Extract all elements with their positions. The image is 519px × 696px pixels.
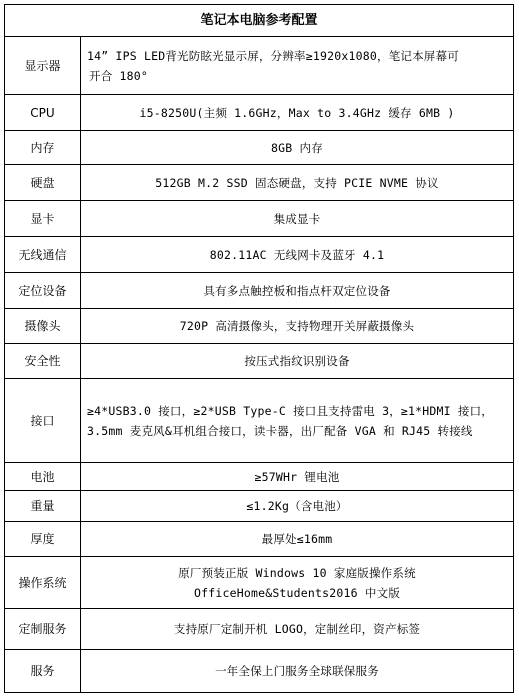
spec-row-disk <box>5 165 514 201</box>
spec-label: 接口 <box>5 379 81 463</box>
table-title: 笔记本电脑参考配置 <box>5 5 514 37</box>
spec-row-os <box>5 557 514 609</box>
spec-row-display <box>5 37 514 95</box>
spec-value: 按压式指纹识别设备 <box>81 344 514 379</box>
spec-value-line: 开合 180° <box>89 68 149 83</box>
spec-label: 硬盘 <box>5 165 81 201</box>
spec-label: 重量 <box>5 491 81 522</box>
spec-label: 服务 <box>5 650 81 693</box>
spec-value: 最厚处≤16mm <box>81 522 514 557</box>
spec-value: ≤1.2Kg（含电池） <box>81 491 514 522</box>
spec-value: ≥57WHr 锂电池 <box>81 463 514 491</box>
spec-label: 操作系统 <box>5 557 81 609</box>
spec-row-gpu <box>5 201 514 237</box>
spec-label: 显卡 <box>5 201 81 237</box>
spec-label: 摄像头 <box>5 309 81 344</box>
spec-row-pointing <box>5 273 514 309</box>
spec-value <box>81 379 514 463</box>
spec-label: 定位设备 <box>5 273 81 309</box>
spec-value: 集成显卡 <box>81 201 514 237</box>
spec-row-weight <box>5 491 514 522</box>
spec-value: 8GB 内存 <box>81 131 514 165</box>
spec-value <box>81 37 514 95</box>
spec-value-line: 14” IPS LED背光防眩光显示屏，分辨率≥1920x1080，笔记本屏幕可 <box>87 48 459 63</box>
spec-row-wireless <box>5 237 514 273</box>
spec-value-line: OfficeHome&Students2016 中文版 <box>193 585 401 600</box>
spec-label: 无线通信 <box>5 237 81 273</box>
spec-label: 安全性 <box>5 344 81 379</box>
spec-row-memory <box>5 131 514 165</box>
spec-value: 802.11AC 无线网卡及蓝牙 4.1 <box>81 237 514 273</box>
spec-row-custom <box>5 609 514 650</box>
spec-row-battery <box>5 463 514 491</box>
spec-row-thickness <box>5 522 514 557</box>
spec-value: 720P 高清摄像头，支持物理开关屏蔽摄像头 <box>81 309 514 344</box>
spec-table <box>4 4 514 693</box>
spec-label: CPU <box>5 95 81 131</box>
spec-label: 厚度 <box>5 522 81 557</box>
spec-label: 定制服务 <box>5 609 81 650</box>
spec-row-ports <box>5 379 514 463</box>
spec-label: 显示器 <box>5 37 81 95</box>
spec-value-line: 原厂预装正版 Windows 10 家庭版操作系统 <box>178 565 416 580</box>
spec-row-service <box>5 650 514 693</box>
spec-row-cpu <box>5 95 514 131</box>
spec-value: 具有多点触控板和指点杆双定位设备 <box>81 273 514 309</box>
title-row <box>5 5 514 37</box>
spec-label: 内存 <box>5 131 81 165</box>
spec-row-camera <box>5 309 514 344</box>
spec-row-security <box>5 344 514 379</box>
spec-value-line: 3.5mm 麦克风&耳机组合接口，读卡器，出厂配备 VGA 和 RJ45 转接线 <box>87 423 473 438</box>
spec-value: 支持原厂定制开机 LOGO，定制丝印，资产标签 <box>81 609 514 650</box>
spec-value <box>81 557 514 609</box>
spec-value: i5-8250U(主频 1.6GHz，Max to 3.4GHz 缓存 6MB ) <box>81 95 514 131</box>
spec-value-line: ≥4*USB3.0 接口，≥2*USB Type-C 接口且支持雷电 3，≥1*HDMI 接口， <box>87 403 493 418</box>
spec-value: 512GB M.2 SSD 固态硬盘，支持 PCIE NVME 协议 <box>81 165 514 201</box>
spec-label: 电池 <box>5 463 81 491</box>
spec-value: 一年全保上门服务全球联保服务 <box>81 650 514 693</box>
